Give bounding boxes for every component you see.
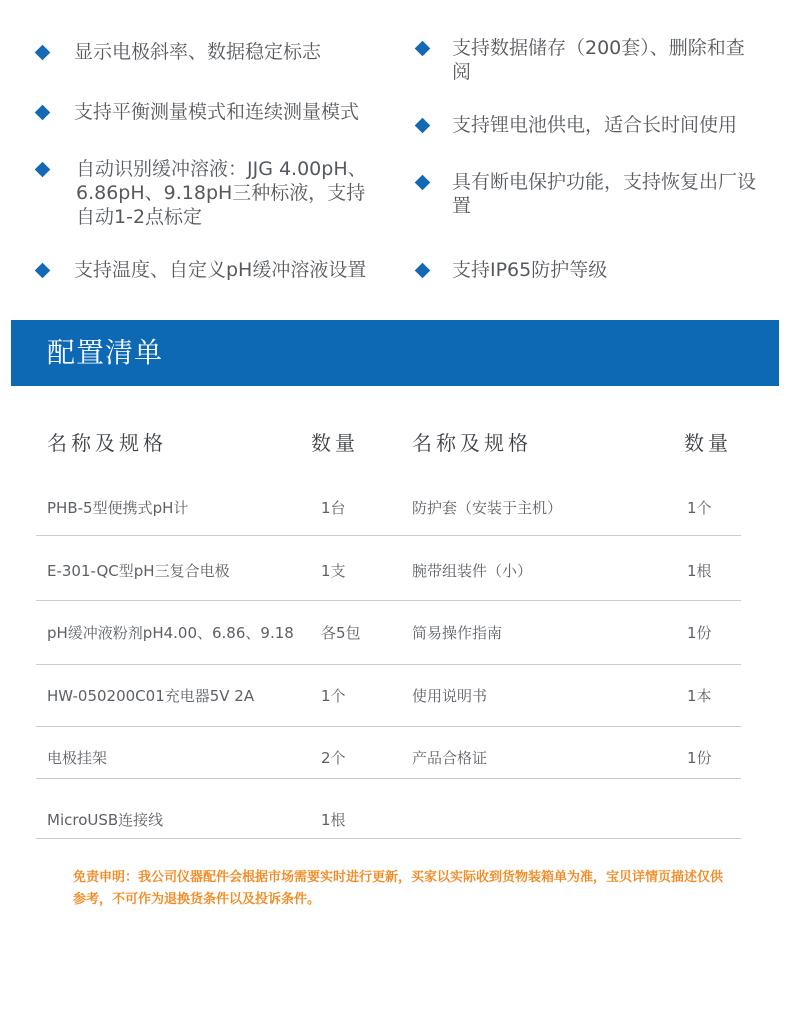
diamond-bullet-icon	[415, 175, 431, 191]
table-cell-qty: 1支	[321, 562, 346, 580]
row-divider	[36, 778, 741, 779]
diamond-bullet-icon	[415, 263, 431, 279]
header-name-right: 名称及规格	[412, 431, 532, 455]
section-title: 配置清单	[47, 336, 164, 369]
table-cell-name: 腕带组装件（小）	[412, 562, 533, 580]
table-cell-name: 电极挂架	[47, 749, 108, 767]
table-cell-name: MicroUSB连接线	[47, 811, 164, 829]
table-cell-name: pH缓冲液粉剂pH4.00、6.86、9.18	[47, 624, 294, 642]
diamond-bullet-icon	[35, 263, 51, 279]
table-cell-name: 防护套（安装于主机）	[412, 499, 563, 517]
feature-text: 支持锂电池供电，适合长时间使用	[452, 114, 738, 136]
feature-item	[417, 113, 772, 137]
row-divider	[36, 535, 741, 536]
table-cell-qty: 各5包	[321, 624, 361, 642]
table-cell-name: 简易操作指南	[412, 624, 503, 642]
table-cell-qty: 1份	[687, 624, 712, 642]
table-cell-qty: 2个	[321, 749, 346, 767]
row-divider	[36, 664, 741, 665]
feature-text: 显示电极斜率、数据稳定标志	[74, 41, 322, 63]
table-cell-qty: 1根	[687, 562, 712, 580]
feature-item	[417, 36, 762, 84]
feature-text: 支持温度、自定义pH缓冲溶液设置	[74, 259, 367, 281]
feature-text: 具有断电保护功能，支持恢复出厂设置	[452, 171, 757, 217]
diamond-bullet-icon	[35, 45, 51, 61]
feature-item	[37, 258, 397, 282]
table-cell-name: 产品合格证	[412, 749, 488, 767]
feature-item	[417, 170, 762, 218]
table-cell-name: HW-050200C01充电器5V 2A	[47, 687, 255, 705]
table-cell-qty: 1本	[687, 687, 712, 705]
diamond-bullet-icon	[415, 41, 431, 57]
header-qty-left: 数量	[311, 431, 359, 455]
table-cell-qty: 1个	[321, 687, 346, 705]
feature-item	[37, 40, 392, 64]
diamond-bullet-icon	[415, 118, 431, 134]
diamond-bullet-icon	[35, 105, 51, 121]
row-divider	[36, 838, 741, 839]
table-cell-qty: 1份	[687, 749, 712, 767]
section-banner	[11, 320, 779, 386]
disclaimer-text: 免责申明：我公司仪器配件会根据市场需要实时进行更新，买家以实际收到货物装箱单为准，宝贝详情页描述仅供参考，不可作为退换货条件以及投诉条件。	[73, 870, 724, 907]
table-cell-qty: 1个	[687, 499, 712, 517]
table-cell-name: PHB-5型便携式pH计	[47, 499, 189, 517]
row-divider	[36, 726, 741, 727]
header-qty-right: 数量	[684, 431, 732, 455]
feature-item	[37, 157, 382, 229]
table-cell-name: E-301-QC型pH三复合电极	[47, 562, 230, 580]
diamond-bullet-icon	[35, 162, 51, 178]
feature-text: 自动识别缓冲溶液：JJG 4.00pH、6.86pH、9.18pH三种标液，支持自动1-2点标定	[76, 158, 367, 228]
feature-text: 支持平衡测量模式和连续测量模式	[74, 101, 360, 123]
header-name-left: 名称及规格	[47, 431, 167, 455]
table-cell-qty: 1台	[321, 499, 346, 517]
table-cell-name: 使用说明书	[412, 687, 488, 705]
feature-text: 支持IP65防护等级	[452, 259, 608, 281]
feature-item	[37, 100, 392, 124]
feature-item	[417, 258, 762, 282]
feature-text: 支持数据储存（200套）、删除和查阅	[452, 37, 745, 83]
table-cell-qty: 1根	[321, 811, 346, 829]
row-divider	[36, 600, 741, 601]
